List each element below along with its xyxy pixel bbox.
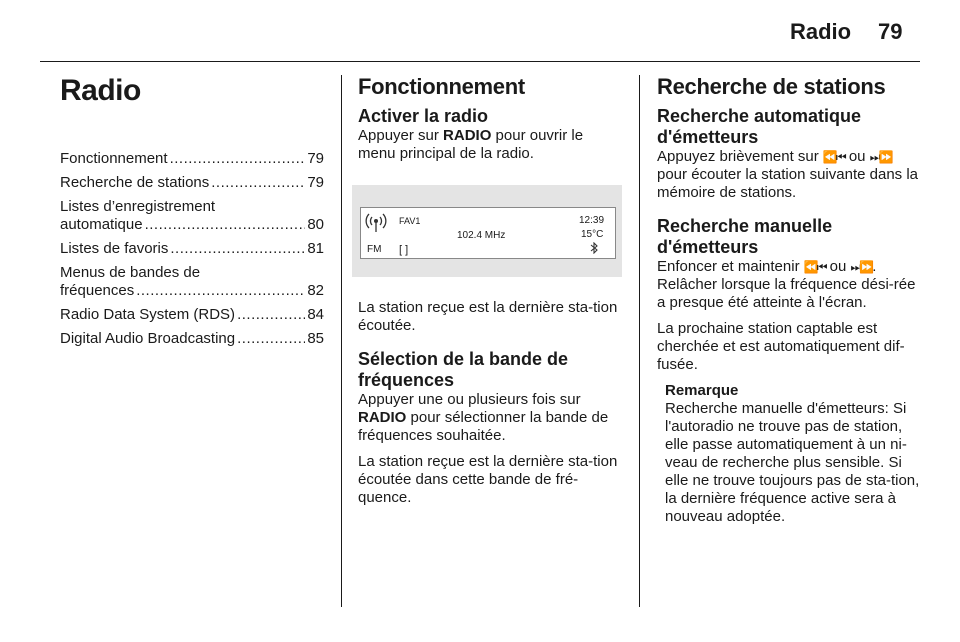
toc-entry[interactable]: Listes d’enregistrement automatique ..... 80 <box>60 198 324 234</box>
table-of-contents <box>60 150 324 348</box>
paragraph: Enfoncer et maintenir ⏪⏮ ou ⏭⏩. Relâcher lorsque la fréquence dési-rée a presque été atteinte à l'écran. <box>657 258 916 311</box>
toc-entry[interactable]: Menus de bandes de fréquences ..... 82 <box>60 264 324 300</box>
running-header-title: Radio <box>790 19 852 44</box>
remark-text: Recherche manuelle d'émetteurs: Si l'autoradio ne trouve pas de station, elle passe automatiquement à un ni-veau de recherche plus sensible. Si elle ne trouve toujours pas de sta-tion, la dernière fréquence active sera à nouveau adoptée. <box>665 400 920 525</box>
toc-entry[interactable]: Digital Audio Broadcasting ..... 85 <box>60 330 324 348</box>
section-title-station-search: Recherche de stations <box>657 74 886 99</box>
remark-box <box>657 382 923 526</box>
page-number: 79 <box>878 19 903 44</box>
favourite-label: FAV1 <box>399 216 421 226</box>
temperature-readout: 15°C <box>581 229 604 240</box>
bluetooth-icon <box>589 242 599 254</box>
toc-entry[interactable]: Listes de favoris ..... 81 <box>60 240 324 258</box>
toc-entry[interactable]: Radio Data System (RDS) ..... 84 <box>60 306 324 324</box>
seek-back-icon: ⏪⏮ <box>822 150 845 164</box>
subheading-band-selection: Sélection de la bande de fréquences <box>358 349 569 390</box>
chapter-title: Radio <box>60 74 141 107</box>
column-divider-2 <box>639 75 640 607</box>
paragraph: La station reçue est la dernière sta-tion écoutée. <box>358 299 618 334</box>
paragraph: Appuyez brièvement sur ⏪⏮ ou ⏭⏩ pour écouter la station suivante dans la mémoire de stations. <box>657 148 918 201</box>
subheading-manual-search: Recherche manuelle d'émetteurs <box>657 216 833 257</box>
seek-forward-icon: ⏭⏩ <box>850 260 873 274</box>
antenna-icon <box>365 211 387 233</box>
toc-entry[interactable]: Recherche de stations ..... 79 <box>60 174 324 192</box>
remark-title: Remarque <box>665 382 739 399</box>
section-title-operation: Fonctionnement <box>358 74 525 99</box>
paragraph: La prochaine station captable est cherchée et est automatiquement dif-fusée. <box>657 320 905 373</box>
subheading-auto-search: Recherche automatique d'émetteurs <box>657 106 862 147</box>
column-divider-1 <box>341 75 342 607</box>
operation-column <box>358 74 624 515</box>
display-screen <box>360 207 616 259</box>
seek-forward-icon: ⏭⏩ <box>869 150 892 164</box>
subheading-activate-radio: Activer la radio <box>358 106 489 126</box>
clock-readout: 12:39 <box>579 215 605 226</box>
radio-display-illustration <box>352 185 622 277</box>
frequency-readout: 102.4 MHz <box>457 230 506 241</box>
station-search-column <box>657 74 923 526</box>
header-rule <box>40 61 920 62</box>
preset-slot: [ ] <box>399 244 409 256</box>
toc-entry[interactable]: Fonctionnement ..... 79 <box>60 150 324 168</box>
toc-column <box>60 74 324 354</box>
paragraph: La station reçue est la dernière sta-tion écoutée dans cette bande de fré-quence. <box>358 453 618 506</box>
paragraph: Appuyer une ou plusieurs fois sur RADIO pour sélectionner la bande de fréquences souhaitée. <box>358 391 609 444</box>
paragraph: Appuyer sur RADIO pour ouvrir le menu principal de la radio. <box>358 127 584 162</box>
band-label: FM <box>367 244 382 255</box>
seek-back-icon: ⏪⏮ <box>803 260 826 274</box>
